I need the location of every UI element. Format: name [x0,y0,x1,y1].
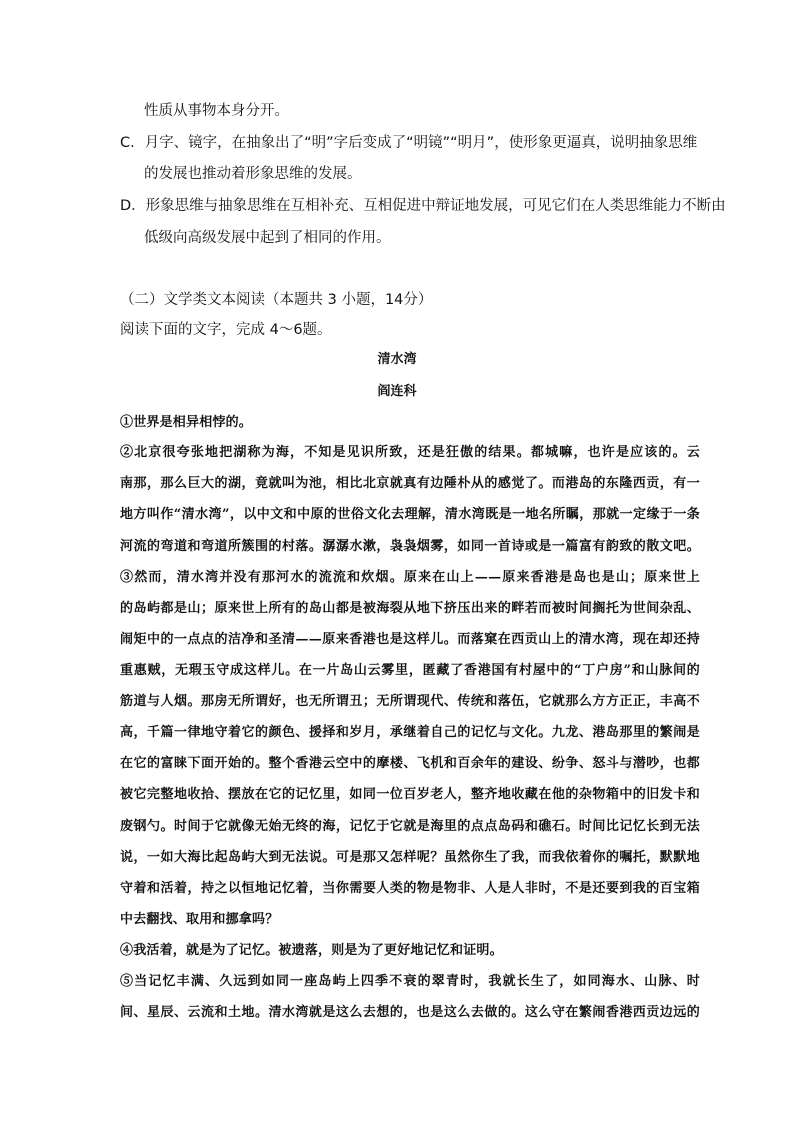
essay-line: 中去翻找、取用和挪拿吗？ [120,912,279,927]
option-b-tail: 性质从事物本身分开。 [144,103,289,119]
essay-line: 说，一如大海比起岛屿大到无法说。可是那又怎样呢？虽然你生了我，而我依着你的嘱托，默默地 [120,850,700,865]
section-heading: （二）文学类文本阅读（本题共 3 小题，14分） [120,292,433,308]
essay-line: 守着和活着，持之以恒地记忆着，当你需要人类的物是物非、人是人非时，不是还要到我的百宝箱 [120,881,700,896]
essay-line: ①世界是相异相悖的。 [120,415,253,430]
essay-line: 高，千篇一律地守着它的颜色、援择和岁月，承继着自己的记忆与文化。九龙、港岛那里的繁闹是 [120,725,700,740]
essay-line: 闹矩中的一点点的洁净和圣清——原来香港也是这样儿。而落窠在西贡山上的清水湾，现在却还持 [120,632,700,647]
essay-line: 在它的富睐下面开始的。整个香港云空中的摩楼、飞机和百余年的建设、纷争、怒斗与潜吵，也都 [120,756,700,771]
option-c-line2: 的发展也推动着形象思维的发展。 [144,166,362,182]
essay-line: 间、星辰、云流和土地。清水湾就是这么去想的，也是这么去做的。这么守在繁闹香港西贡边远的 [120,1005,700,1020]
essay-line: 河流的弯道和弯道所簇围的村落。潺潺水漱，袅袅烟雾，如同一首诗或是一篇富有韵致的散文吧。 [120,539,700,554]
essay-title: 清水湾 [377,352,417,367]
essay-line: 筋道与人烟。那房无所谓好，也无所谓丑；无所谓现代、传统和落伍，它就那么方方正正，丰高不 [120,694,700,709]
option-d-line2: 低级向高级发展中起到了相同的作用。 [144,230,391,246]
essay-line: ②北京很夸张地把湖称为海，不知是见识所致，还是狂傲的结果。都城嘛，也许是应该的。云 [120,445,700,460]
option-c-line1: C．月字、镜字，在抽象出了“明”字后变成了“明镜”“明月”，使形象更逼真，说明抽象思维 [120,135,698,151]
essay-line: 地方叫作“清水湾”，以中文和中原的世俗文化去理解，清水湾既是一地名所瞩，那就一定缘于一条 [120,507,700,522]
essay-line: 南那，那么巨大的湖，竟就叫为池，相比北京就真有边陲朴从的感觉了。而港岛的东隆西贡，有一 [120,476,700,491]
essay-line: 重惠贼，无瑕玉守成这样儿。在一片岛山云雾里，匿藏了香港国有村屋中的“丁户房”和山脉间的 [120,663,700,678]
essay-line: 的岛屿都是山；原来世上所有的岛山都是被海裂从地下挤压出来的畔若而被时间搁托为世间杂乱、 [120,601,700,616]
essay-line: ③然而，清水湾并没有那河水的流流和炊烟。原来在山上——原来香港是岛也是山；原来世上 [120,570,700,585]
essay-line: 被它完整地收拾、摆放在它的记忆里，如同一位百岁老人，整齐地收藏在他的杂物箱中的旧发卡和 [120,787,700,802]
essay-line: 废钢勺。时间于它就像无始无终的海，记忆于它就是海里的点点岛码和礁石。时间比记忆长到无法 [120,819,700,834]
essay-line: ④我活着，就是为了记忆。被遗落，则是为了更好地记忆和证明。 [120,943,503,958]
essay-author: 阎连科 [377,384,417,399]
section-instruction: 阅读下面的文字，完成 4～6题。 [120,322,332,338]
option-d-line1: D．形象思维与抽象思维在互相补充、互相促进中辩证地发展，可见它们在人类思维能力不断由 [120,198,726,214]
essay-line: ⑤当记忆丰满、久远到如同一座岛屿上四季不衰的翠青时，我就长生了，如同海水、山脉、时 [120,974,700,989]
